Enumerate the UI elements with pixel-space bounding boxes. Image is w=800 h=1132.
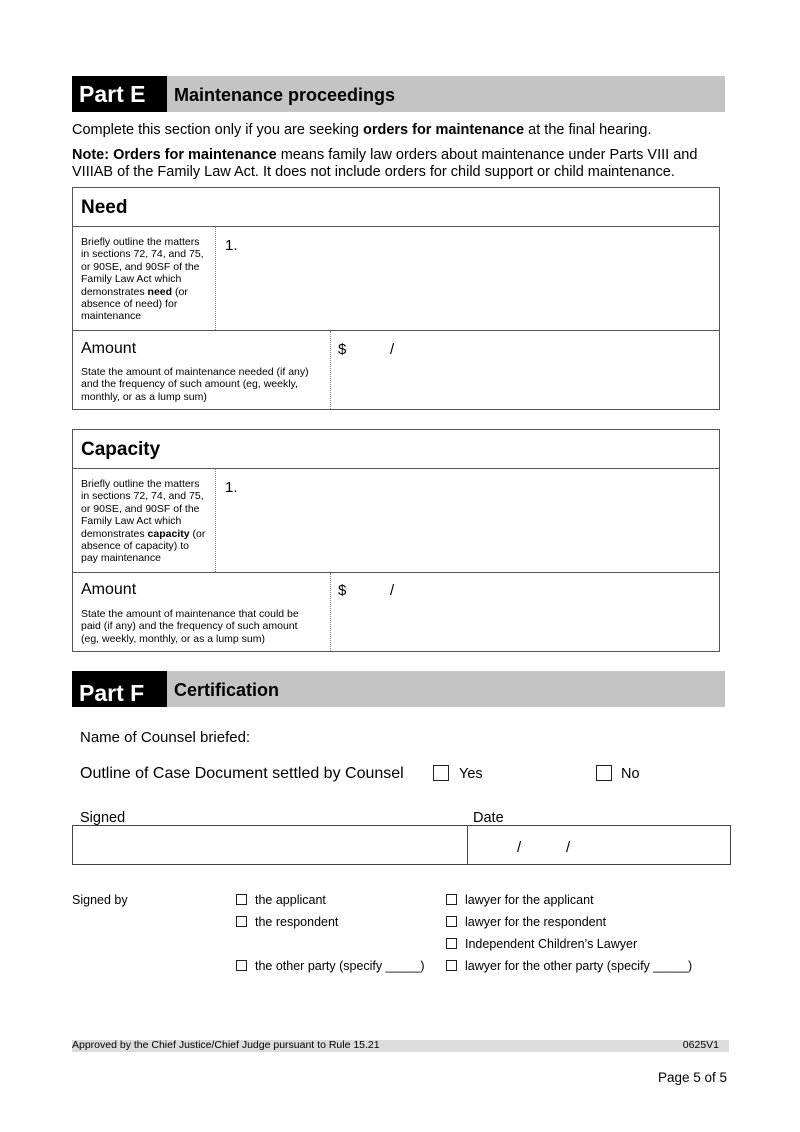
desc-line: Family Law Act which [81, 273, 182, 286]
capacity-outline-field[interactable] [225, 469, 719, 572]
frequency-separator: / [390, 341, 395, 358]
note-bold-text: Note: Orders for maintenance [72, 147, 277, 163]
need-amount-field[interactable] [331, 331, 719, 409]
part-f-title: Certification [174, 680, 280, 700]
need-section [72, 187, 720, 410]
capacity-heading: Capacity [81, 439, 161, 460]
capacity-divider [215, 469, 216, 572]
part-f-label: Part F [72, 671, 167, 707]
part-e-label: Part E [72, 76, 167, 112]
respondent-checkbox[interactable] [236, 916, 247, 927]
lawyer-respondent-checkbox[interactable] [446, 916, 457, 927]
lawyer-applicant-checkbox[interactable] [446, 894, 457, 905]
capacity-section [72, 429, 720, 652]
desc-line: absence of need) for [81, 298, 178, 311]
signed-by-label: Signed by [72, 893, 128, 907]
capacity-heading-row [73, 430, 719, 469]
desc-line: demonstrates need (or [81, 285, 188, 298]
other-party-option-label: the other party (specify _____) [255, 959, 425, 973]
intro-text: Complete this section only if you are seeking [72, 122, 363, 138]
desc-line: maintenance [81, 310, 142, 323]
no-label: No [621, 766, 640, 782]
no-checkbox[interactable] [596, 765, 612, 781]
intro-text-end: at the final hearing. [524, 122, 652, 138]
date-separator: / [517, 839, 522, 856]
need-outline-field[interactable] [225, 227, 719, 330]
note-text-line2: VIIIAB of the Family Law Act. It does not include orders for child support or child maintenance. [72, 164, 675, 180]
part-e-header [72, 76, 725, 112]
desc-line: in sections 72, 74, and 75, [81, 490, 204, 503]
date-field[interactable] [468, 826, 730, 864]
desc-line: demonstrates capacity (or [81, 527, 206, 540]
signature-date-row [72, 825, 731, 865]
applicant-checkbox[interactable] [236, 894, 247, 905]
form-code: 0625V1 [682, 1039, 719, 1051]
signature-field[interactable] [73, 826, 467, 864]
part-e-intro [72, 122, 652, 139]
yes-checkbox[interactable] [433, 765, 449, 781]
desc-line: or 90SE, and 90SF of the [81, 502, 200, 515]
part-e-title: Maintenance proceedings [174, 85, 396, 105]
desc-line: Briefly outline the matters [81, 478, 200, 490]
frequency-separator: / [390, 582, 395, 599]
signed-label: Signed [80, 810, 126, 826]
capacity-amount-description: State the amount of maintenance that could be paid (if any) and the frequency of such amount (eg, weekly, monthly, or as a lump sum) [81, 608, 299, 645]
footer-bar [72, 1040, 729, 1052]
note-text: means family law orders about maintenance under Parts VIII and [276, 147, 698, 163]
need-divider [215, 227, 216, 330]
respondent-option-label: the respondent [255, 915, 339, 929]
capacity-amount-label: Amount [81, 581, 137, 598]
dollar-sign: $ [338, 341, 347, 358]
other-party-checkbox[interactable] [236, 960, 247, 971]
lawyer-other-party-checkbox[interactable] [446, 960, 457, 971]
settled-by-counsel-label: Outline of Case Document settled by Counsel [80, 765, 404, 782]
need-item-number: 1. [225, 237, 238, 254]
need-heading-row [73, 188, 719, 227]
desc-line: pay maintenance [81, 552, 161, 565]
need-description [81, 236, 213, 323]
lawyer-respondent-option-label: lawyer for the respondent [465, 915, 607, 929]
part-e-note [72, 147, 697, 181]
approval-text: Approved by the Chief Justice/Chief Judge pursuant to Rule 15.21 [72, 1039, 380, 1051]
icl-option-label: Independent Children’s Lawyer [465, 937, 638, 951]
date-separator: / [566, 839, 571, 856]
icl-checkbox[interactable] [446, 938, 457, 949]
desc-line: Briefly outline the matters [81, 236, 200, 248]
applicant-option-label: the applicant [255, 893, 326, 907]
part-f-header [72, 671, 725, 707]
date-label: Date [473, 810, 504, 826]
need-amount-label: Amount [81, 340, 137, 357]
desc-line: absence of capacity) to [81, 540, 189, 553]
counsel-name-label: Name of Counsel briefed: [80, 729, 251, 746]
need-amount-description: State the amount of maintenance needed (if any) and the frequency of such amount (eg, weekly, monthly, or as a lump sum) [81, 366, 309, 403]
dollar-sign: $ [338, 582, 347, 599]
desc-line: or 90SE, and 90SF of the [81, 260, 200, 273]
desc-line: Family Law Act which [81, 515, 182, 528]
lawyer-other-party-option-label: lawyer for the other party (specify _____) [465, 959, 693, 973]
need-heading: Need [81, 197, 128, 218]
intro-bold-text: orders for maintenance [362, 122, 525, 138]
yes-label: Yes [459, 766, 483, 782]
capacity-item-number: 1. [225, 479, 238, 496]
capacity-amount-field[interactable] [331, 573, 719, 651]
lawyer-applicant-option-label: lawyer for the applicant [465, 893, 594, 907]
page-number: Page 5 of 5 [657, 1070, 727, 1085]
capacity-description [81, 478, 213, 565]
desc-line: in sections 72, 74, and 75, [81, 248, 204, 261]
